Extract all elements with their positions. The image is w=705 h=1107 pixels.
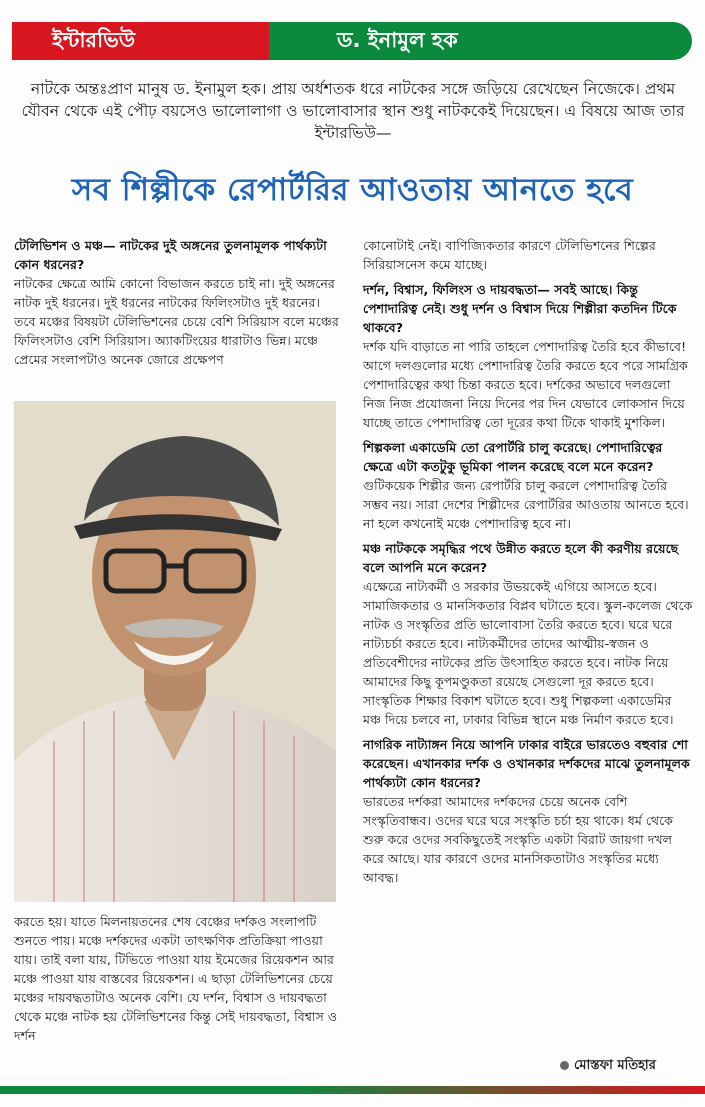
- answer-1: নাটকের ক্ষেত্রে আমি কোনো বিভাজন করতে চাই না। দুই অঙ্গনের নাটক দুই ধরনের। দুই ধরনের নাটকের ফিলিংসটাও দুই ধরনের। তবে মঞ্চের বিষয়টা টেলিভিশনের চেয়ে বেশি সিরিয়াস বলে মঞ্চের ফিলিংসটাও বেশি সিরিয়াস। অ্যাকটিংয়ের ধারাটাও ভিন্ন। মঞ্চে প্রেমের সংলাপটাও অনেক জোরে প্রক্ষেপণ: [14, 276, 339, 367]
- question-5: নাগরিক নাট্যাঙ্গন নিয়ে আপনি ঢাকার বাইরে ভারতেও বহুবার শো করেছেন। এখানকার দর্শক ও ওখানকার দর্শকদের মাঝে তুলনামূলক পার্থক্যটা কোন ধরনের?: [363, 737, 690, 790]
- byline: [560, 1056, 656, 1077]
- bullet-icon: [560, 1061, 569, 1070]
- portrait-photo: [14, 401, 336, 902]
- answer-1-continued: করতে হয়। যাতে মিলনায়তনের শেষ বেঞ্চের দর্শকও সংলাপটি শুনতে পায়। মঞ্চে দর্শকদের একটা তাৎক্ষণিক প্রতিক্রিয়া পাওয়া যায়। তাই বলা যায়, টিভিতে পাওয়া যায় ইমেজের রিয়েকশন আর মঞ্চে পাওয়া যায় বাস্তবের রিয়েকশন। এ ছাড়া টেলিভিশনের চেয়ে মঞ্চের দায়বদ্ধতাটাও অনেক বেশি। যে দর্শন, বিশ্বাস ও দায়বদ্ধতা থেকে মঞ্চে নাটক হয় টেলিভিশনের কিন্তু সেই দায়বদ্ধতা, বিশ্বাস ও দর্শন: [14, 914, 338, 1043]
- question-3: শিল্পকলা একাডেমি তো রেপার্টরি চালু করেছে। পেশাদারিত্বের ক্ষেত্রে এটা কতটুকু ভূমিকা পালন করেছে বলে মনে করেন?: [363, 440, 663, 474]
- interviewee-name: ড. ইনামুল হক: [269, 22, 692, 60]
- answer-3: গুটিকয়েক শিল্পীর জন্য রেপার্টরি চালু করলে পেশাদারিত্ব তৈরি সম্ভব নয়। সারা দেশের শিল্পীদের রেপার্টরির আওতায় আনতে হবে। না হলে কখনোই মঞ্চে পেশাদারিত্ব হবে না।: [363, 478, 689, 531]
- question-1: টেলিভিশন ও মঞ্চ— নাটকের দুই অঙ্গনের তুলনামূলক পার্থক্যটা কোন ধরনের?: [14, 238, 327, 272]
- headline: সব শিল্পীকে রেপার্টরির আওতায় আনতে হবে: [71, 172, 634, 208]
- right-column: [363, 236, 693, 887]
- author-name: মোস্তফা মতিহার: [574, 1058, 656, 1073]
- question-2: দর্শন, বিশ্বাস, ফিলিংস ও দায়বদ্ধতা— সবই আছে। কিন্তু পেশাদারিত্ব নেই। শুধু দর্শন ও বিশ্বাস দিয়ে শিল্পীরা কতদিন টিকে থাকবে?: [363, 282, 677, 335]
- top-banner: [12, 22, 692, 60]
- footer-bar: [0, 1086, 705, 1094]
- question-4: মঞ্চ নাটককে সমৃদ্ধির পথে উন্নীত করতে হলে কী করণীয় রয়েছে বলে আপনি মনে করেন?: [363, 541, 679, 575]
- left-column-bottom: [14, 912, 344, 1045]
- answer-5: ভারতের দর্শকরা আমাদের দর্শকদের চেয়ে অনেক বেশি সংস্কৃতিবান্ধব। ওদের ঘরে ঘরে সংস্কৃতি চর্চা হয় থাকে। ধর্ম থেকে শুরু করে ওদের সবকিছুতেই সংস্কৃতি একটা বিরাট জায়গা দখল করে আছে। যার কারণে ওদের মানসিকতাটাও সংস্কৃতির মধ্যে আবদ্ধ।: [363, 794, 673, 885]
- left-column-top: [14, 236, 344, 369]
- answer-2: দর্শক যদি বাড়াতে না পারি তাহলে পেশাদারিত্ব তৈরি হবে কীভাবে! আগে দলগুলোর মধ্যে পেশাদারিত্ব তৈরি করতে হবে পরে সামগ্রিক পেশাদারিত্বের কথা চিন্তা করতে হবে। দর্শকের অভাবে দলগুলো নিজ নিজ প্রযোজনা নিয়ে দিনের পর দিন যেভাবে লোকসান দিয়ে যাচ্ছে তাতে পেশাদারিত্ব তো দূরের কথা টিকে থাকাই মুশকিল।: [363, 339, 688, 430]
- intro-paragraph: নাটকে অন্তঃপ্রাণ মানুষ ড. ইনামুল হক। প্রায় অর্ধশতক ধরে নাটকের সঙ্গে জড়িয়ে রেখেছেন নিজেকে। প্রথম যৌবন থেকে এই পৌঢ় বয়সেও ভালোলাগা ও ভালোবাসার স্থান শুধু নাটককেই দিয়েছেন। এ বিষয়ে আজ তার ইন্টারভিউ—: [21, 80, 685, 142]
- answer-1-end: কোনোটাই নেই। বাণিজ্যিকতার কারণে টেলিভিশনের শিল্পের সিরিয়াসনেস কমে যাচ্ছে।: [363, 238, 656, 272]
- answer-4: এক্ষেত্রে নাট্যকর্মী ও সরকার উভয়কেই এগিয়ে আসতে হবে। সামাজিকতার ও মানসিকতার বিপ্লব ঘটাতে হবে। স্কুল-কলেজ থেকে নাটক ও সংস্কৃতির প্রতি ভালোবাসা তৈরি করতে হবে। ঘরে ঘরে নাট্যচর্চা করতে হবে। নাট্যকর্মীদের তাদের আত্মীয়-স্বজন ও প্রতিবেশীদের নাটকের প্রতি উৎসাহিত করতে হবে। নাটক নিয়ে আমাদের কিছু কূপমণ্ডুকতা রয়েছে সেগুলো দূর করতে হবে। সাংস্কৃতিক শিক্ষার বিকাশ ঘটাতে হবে। শুধু শিল্পকলা একাডেমির মঞ্চ দিয়ে চলবে না, ঢাকার বিভিন্ন স্থানে মঞ্চ নির্মাণ করতে হবে।: [363, 579, 693, 727]
- section-label: ইন্টারভিউ: [12, 22, 269, 60]
- portrait-illustration: [14, 401, 336, 902]
